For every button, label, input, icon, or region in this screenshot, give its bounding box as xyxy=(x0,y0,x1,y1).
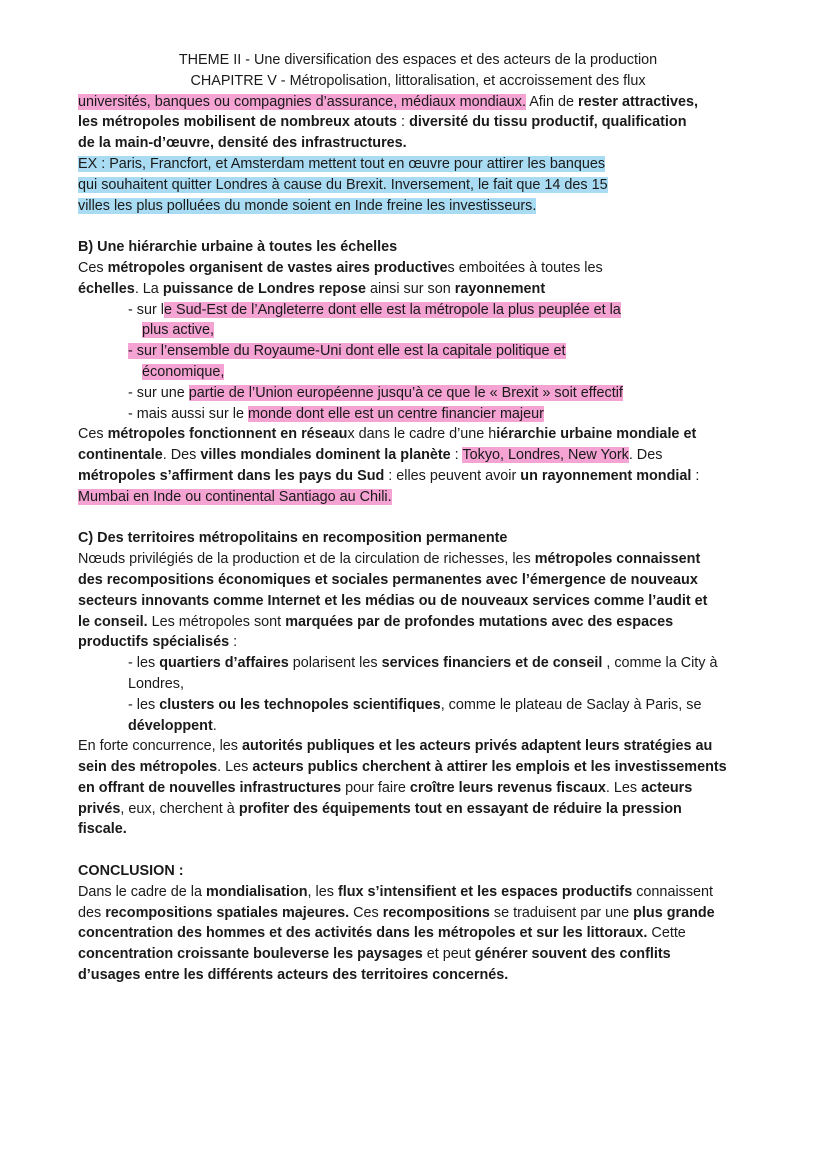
list-item: - les quartiers d’affaires polarisent les services financiers et de conseil , comme la City à xyxy=(128,655,718,672)
bold-text: de la main-d’œuvre, densité des infrastructures. xyxy=(78,135,407,152)
bold-text: mondialisation xyxy=(206,883,308,900)
example-highlight-blue: villes les plus polluées du monde soient en Inde freine les investisseurs. xyxy=(78,197,537,214)
bold-text: profiter des équipements tout en essayant de réduire la pression xyxy=(238,800,682,817)
text: Ces xyxy=(78,426,108,443)
bold-text: diversité du tissu productif, qualification xyxy=(409,114,687,131)
theme-header: THEME II - Une diversification des espaces et des acteurs de la production xyxy=(178,52,658,68)
bold-text: concentration des hommes et des activités dans les métropoles et sur les littoraux. xyxy=(78,925,648,942)
highlight-pink: e Sud-Est de l’Angleterre dont elle est la métropole la plus peuplée et la xyxy=(163,301,621,318)
bold-text: les métropoles mobilisent de nombreux atouts xyxy=(78,114,398,131)
conclusion xyxy=(78,861,758,986)
bold-text: productifs spécialisés xyxy=(78,634,230,651)
highlight-pink: partie de l’Union européenne jusqu’à ce que le « Brexit » soit effectif xyxy=(188,384,623,401)
bold-text: secteurs innovants comme Internet et les médias ou de nouveaux services comme l’audit et xyxy=(78,592,708,609)
bold-text: le conseil. xyxy=(78,613,148,630)
text: ainsi sur son xyxy=(365,280,455,297)
bold-text: métropoles s’affirment dans les pays du Sud xyxy=(78,467,385,484)
highlight-pink: plus active, xyxy=(142,322,214,339)
bold-text: un rayonnement mondial xyxy=(520,467,692,484)
bold-text: concentration croissante bouleverse les paysages xyxy=(78,946,423,963)
section-c-title: C) Des territoires métropolitains en recomposition permanente xyxy=(78,530,508,547)
bold-text: métropoles fonctionnent en réseau xyxy=(107,426,348,443)
text: : xyxy=(229,634,238,651)
bold-text: fiscale. xyxy=(78,821,127,838)
highlight-pink: universités, banques ou compagnies d’assurance, médiaux mondiaux. xyxy=(78,93,526,110)
list-item: - sur une partie de l’Union européenne jusqu’à ce que le « Brexit » soit effectif xyxy=(128,384,623,401)
bold-text: villes mondiales dominent la planète xyxy=(200,447,451,464)
text: : xyxy=(691,467,700,484)
text: . Les xyxy=(605,779,642,796)
text: , les xyxy=(307,883,338,900)
text: Nœuds privilégiés de la production et de la circulation de richesses, les xyxy=(78,551,535,568)
bold-text: en offrant de nouvelles infrastructures xyxy=(78,779,342,796)
conclusion-title: CONCLUSION : xyxy=(78,863,184,880)
bold-text: puissance de Londres repose xyxy=(162,280,366,297)
bold-text: rester attractives, xyxy=(578,93,698,110)
list-item-cont xyxy=(78,362,758,383)
list-item: - les clusters ou les technopoles scientifiques, comme le plateau de Saclay à Paris, se xyxy=(128,696,702,713)
bold-text: privés xyxy=(78,800,121,817)
text: : xyxy=(397,114,410,131)
text: s emboitées à toutes les xyxy=(447,259,603,276)
highlight-pink: - xyxy=(128,343,137,360)
bold-text: rayonnement xyxy=(454,280,546,297)
highlight-pink: Mumbai en Inde ou continental Santiago au Chili. xyxy=(78,488,392,505)
bold-text: recompositions xyxy=(382,904,490,921)
bold-text: générer souvent des conflits xyxy=(474,946,671,963)
bold-text: autorités publiques et les acteurs privés adaptent leurs stratégies au xyxy=(241,738,713,755)
bold-text: acteurs publics cherchent à attirer les emplois et les investissements xyxy=(252,759,727,776)
bold-text: recompositions spatiales majeures. xyxy=(105,904,350,921)
bold-text: marquées par de profondes mutations avec des espaces xyxy=(285,613,674,630)
text: . Les xyxy=(217,759,253,776)
text: . Des xyxy=(162,447,201,464)
bold-text: métropoles connaissent xyxy=(534,551,701,568)
section-b xyxy=(78,237,758,507)
text: En forte concurrence, les xyxy=(78,738,242,755)
text: Ces xyxy=(349,904,383,921)
document-page xyxy=(78,50,758,986)
text: Cette xyxy=(647,925,686,942)
bold-text: échelles xyxy=(78,280,135,297)
bold-text: continentale xyxy=(78,447,163,464)
text: pour faire xyxy=(341,779,410,796)
bold-text: métropoles organisent de vastes aires productive xyxy=(107,259,448,276)
text: des xyxy=(78,904,106,921)
list-item: - sur le Sud-Est de l’Angleterre dont elle est la métropole la plus peuplée et la xyxy=(128,301,621,318)
highlight-pink: sur l’ensemble du Royaume-Uni dont elle est la capitale politique et xyxy=(136,343,566,360)
highlight-pink: Tokyo, Londres, New York xyxy=(462,447,629,464)
highlight-pink: économique, xyxy=(142,363,225,380)
bold-text: flux s’intensifient et les espaces productifs xyxy=(337,883,633,900)
example-highlight-blue: EX : Paris, Francfort, et Amsterdam mettent tout en œuvre pour attirer les banques xyxy=(78,155,606,172)
list-item: - mais aussi sur le monde dont elle est un centre financier majeur xyxy=(128,405,544,422)
text: : xyxy=(450,447,463,464)
list-item-cont: Londres, xyxy=(128,675,185,692)
text: Ces xyxy=(78,259,108,276)
list-item-cont: développent. xyxy=(128,717,217,734)
list-item-cont xyxy=(78,320,758,341)
bold-text: d’usages entre les différents acteurs des territoires concernés. xyxy=(78,967,509,984)
example-highlight-blue: qui souhaitent quitter Londres à cause du Brexit. Inversement, le fait que 14 des 15 xyxy=(78,176,608,193)
list-item xyxy=(78,341,758,362)
text: x dans le cadre d’une h xyxy=(347,426,497,443)
bold-text: iérarchie urbaine mondiale et xyxy=(496,426,697,443)
text: connaissent xyxy=(632,883,714,900)
section-c xyxy=(78,528,758,840)
text: Dans le cadre de la xyxy=(78,883,206,900)
text: . Des xyxy=(628,447,663,464)
section-b-title: B) Une hiérarchie urbaine à toutes les échelles xyxy=(78,239,398,256)
bold-text: des recompositions économiques et sociales permanentes avec l’émergence de nouveaux xyxy=(78,571,698,588)
bold-text: sein des métropoles xyxy=(78,759,218,776)
text: Afin de xyxy=(525,93,578,110)
text: : elles peuvent avoir xyxy=(384,467,521,484)
text: , eux, cherchent à xyxy=(120,800,239,817)
text: se traduisent par une xyxy=(489,904,634,921)
highlight-pink: monde dont elle est un centre financier majeur xyxy=(247,405,544,422)
text: . La xyxy=(134,280,163,297)
bold-text: croître leurs revenus fiscaux xyxy=(409,779,606,796)
bold-text: plus grande xyxy=(633,904,715,921)
chapter-header: CHAPITRE V - Métropolisation, littoralisation, et accroissement des flux xyxy=(190,72,646,89)
text: et peut xyxy=(422,946,475,963)
intro-paragraph xyxy=(78,92,758,217)
bold-text: acteurs xyxy=(641,779,693,796)
text: Les métropoles sont xyxy=(147,613,286,630)
